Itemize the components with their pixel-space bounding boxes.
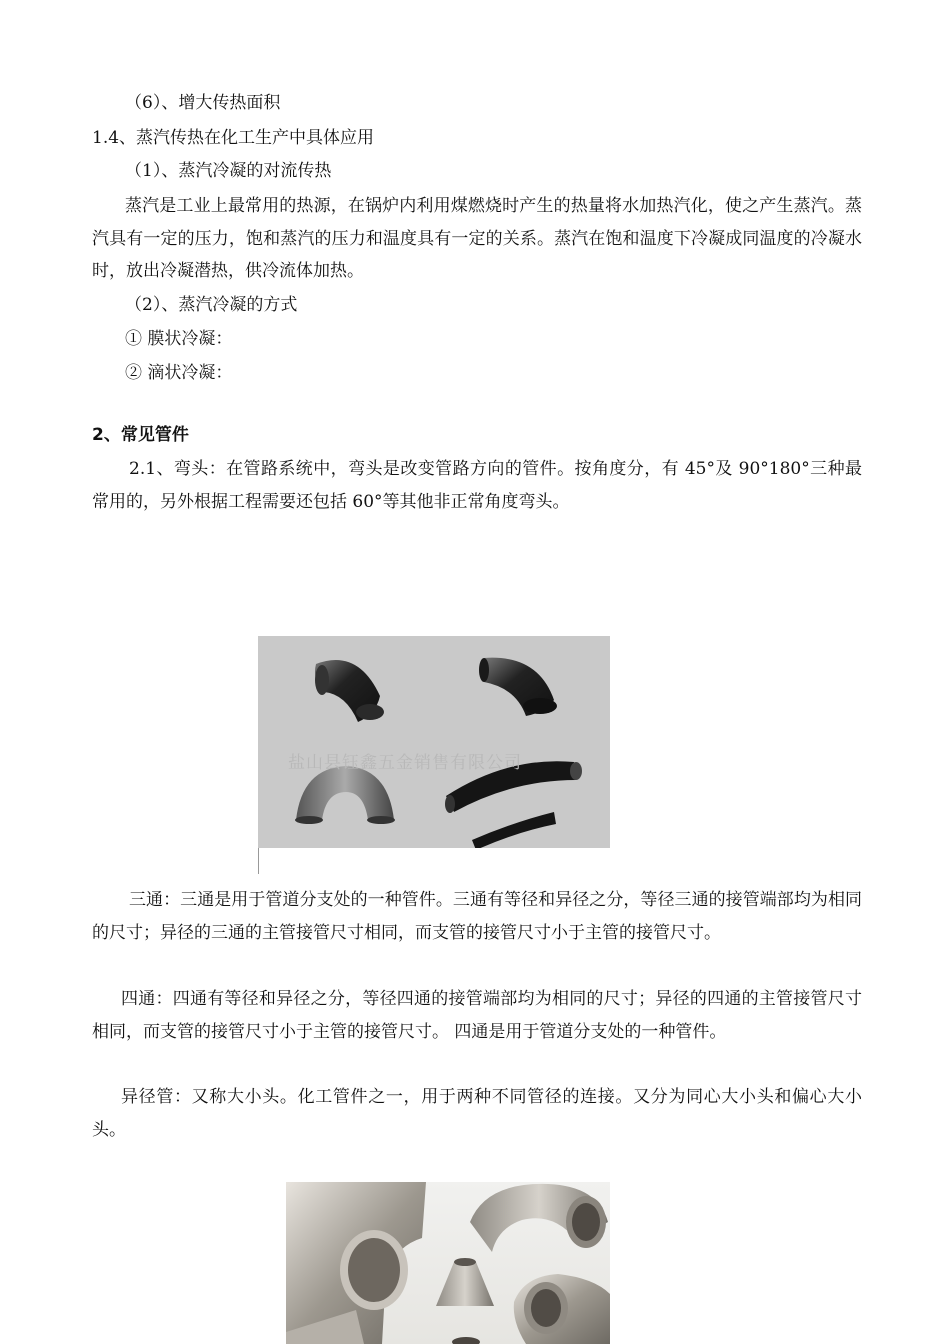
heading-increase-area: （6）、增大传热面积: [125, 93, 281, 113]
item-film-condensation: ① 膜状冷凝：: [125, 329, 233, 349]
subheading-convection: （1）、蒸汽冷凝的对流传热: [125, 161, 332, 181]
watermark-text: 盐山县钰鑫五金销售有限公司: [288, 753, 522, 773]
section-heading-1-4: 1.4、蒸汽传热在化工生产中具体应用: [92, 128, 375, 148]
fittings-photo: [286, 1182, 610, 1344]
subheading-condensation-mode: （2）、蒸汽冷凝的方式: [125, 295, 298, 315]
paragraph-cross: 四通：四通有等径和异径之分，等径四通的接管端部均为相同的尺寸；异径的四通的主管接管尺寸相同，而支管的接管尺寸小于主管的接管尺寸。 四通是用于管道分支处的一种管件。: [92, 989, 862, 1042]
elbow-photo: [258, 636, 610, 848]
paragraph-steam-source: 蒸汽是工业上最常用的热源，在锅炉内利用煤燃烧时产生的热量将水加热汽化，使之产生蒸汽。蒸汽具有一定的压力，饱和蒸汽的压力和温度具有一定的关系。蒸汽在饱和温度下冷凝成同温度的冷凝水时，放出冷凝潜热，供冷流体加热。: [92, 196, 862, 281]
section-heading-fittings: 2、常见管件: [92, 425, 189, 445]
paragraph-reducer: 异径管：又称大小头。化工管件之一，用于两种不同管径的连接。又分为同心大小头和偏心大小头。: [92, 1087, 862, 1140]
figure-rule: [258, 848, 259, 874]
paragraph-tee: 三通：三通是用于管道分支处的一种管件。三通有等径和异径之分，等径三通的接管端部均为相同的尺寸；异径的三通的主管接管尺寸相同，而支管的接管尺寸小于主管的接管尺寸。: [92, 890, 862, 943]
paragraph-elbow: 2.1、弯头：在管路系统中，弯头是改变管路方向的管件。按角度分，有 45°及 90°180°三种最常用的，另外根据工程需要还包括 60°等其他非正常角度弯头。: [92, 459, 862, 512]
item-drop-condensation: ② 滴状冷凝：: [125, 363, 233, 383]
